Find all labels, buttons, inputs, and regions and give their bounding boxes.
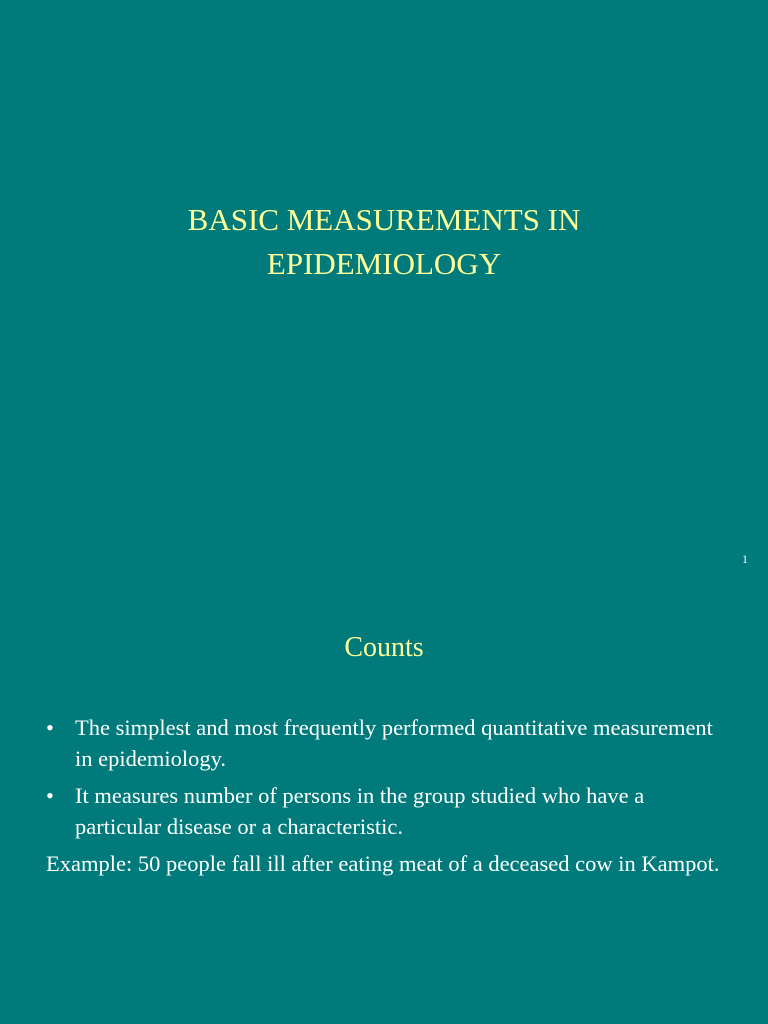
bullet-marker-icon: • bbox=[46, 715, 54, 740]
slide-number: 1 bbox=[742, 552, 748, 566]
slide-title: Counts bbox=[344, 632, 424, 663]
bullet-item bbox=[46, 712, 736, 774]
slide-2 bbox=[0, 576, 768, 1024]
slide-title bbox=[0, 198, 768, 286]
bullet-text: The simplest and most frequently performed quantitative measurement in epidemiology. bbox=[75, 715, 713, 771]
slide-title-line-1: BASIC MEASUREMENTS IN bbox=[187, 202, 581, 237]
bullet-list bbox=[46, 712, 736, 848]
bullet-marker-icon: • bbox=[46, 783, 54, 808]
bullet-text: It measures number of persons in the group studied who have a particular disease or a characteristic. bbox=[75, 783, 645, 839]
example-text: Example: 50 people fall ill after eating meat of a deceased cow in Kampot. bbox=[46, 851, 720, 876]
bullet-item bbox=[46, 780, 736, 842]
slide-title-line-2: EPIDEMIOLOGY bbox=[266, 246, 502, 281]
